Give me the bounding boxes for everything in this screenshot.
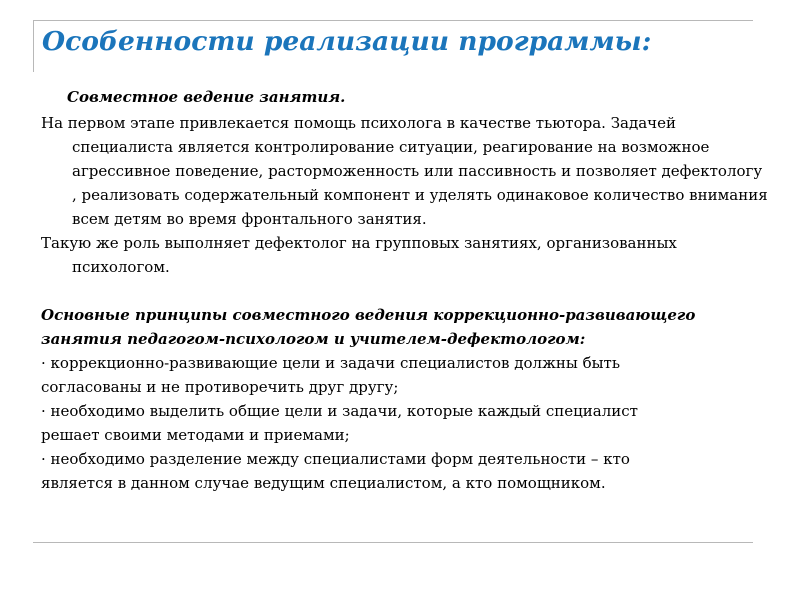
section-heading-text: Совместное ведение занятия. — [67, 88, 346, 106]
title-frame-top-line — [33, 20, 753, 21]
paragraph-defectologist-role: Такую же роль выполняет дефектолог на групповых занятиях, организованных психологом. — [41, 234, 677, 276]
principles-heading: Основные принципы совместного ведения коррекционно-развивающего занятия педагогом-психологом и учителем-дефектологом: — [41, 306, 696, 348]
principle-line: согласованы и не противоречить друг другу; — [41, 378, 399, 396]
principle-item — [41, 447, 771, 495]
bottom-divider — [33, 542, 753, 543]
principle-line: · коррекционно-развивающие цели и задачи специалистов должны быть — [41, 354, 621, 372]
principle-item — [41, 351, 771, 399]
section-heading — [41, 85, 771, 109]
principle-item — [41, 399, 771, 447]
paragraph-tutor-role: На первом этапе привлекается помощь психолога в качестве тьютора. Задачей специалиста является контролирование ситуации, реагирование на возможное агрессивное поведение, расторможенность или пассивность и позволяет дефектологу , реализовать содержательный компонент и уделять одинаковое количество внимания всем детям во время фронтального занятия. — [41, 114, 768, 228]
principle-line: является в данном случае ведущим специалистом, а кто помощником. — [41, 474, 606, 492]
spacer — [41, 279, 771, 303]
principle-line: решает своими методами и приемами; — [41, 426, 350, 444]
slide-content — [41, 85, 771, 495]
principle-line: · необходимо выделить общие цели и задачи, которые каждый специалист — [41, 402, 638, 420]
title-frame-left-line — [33, 20, 34, 72]
principles-list — [41, 351, 771, 495]
page-title: Особенности реализации программы: — [42, 26, 652, 57]
principle-line: · необходимо разделение между специалистами форм деятельности – кто — [41, 450, 630, 468]
